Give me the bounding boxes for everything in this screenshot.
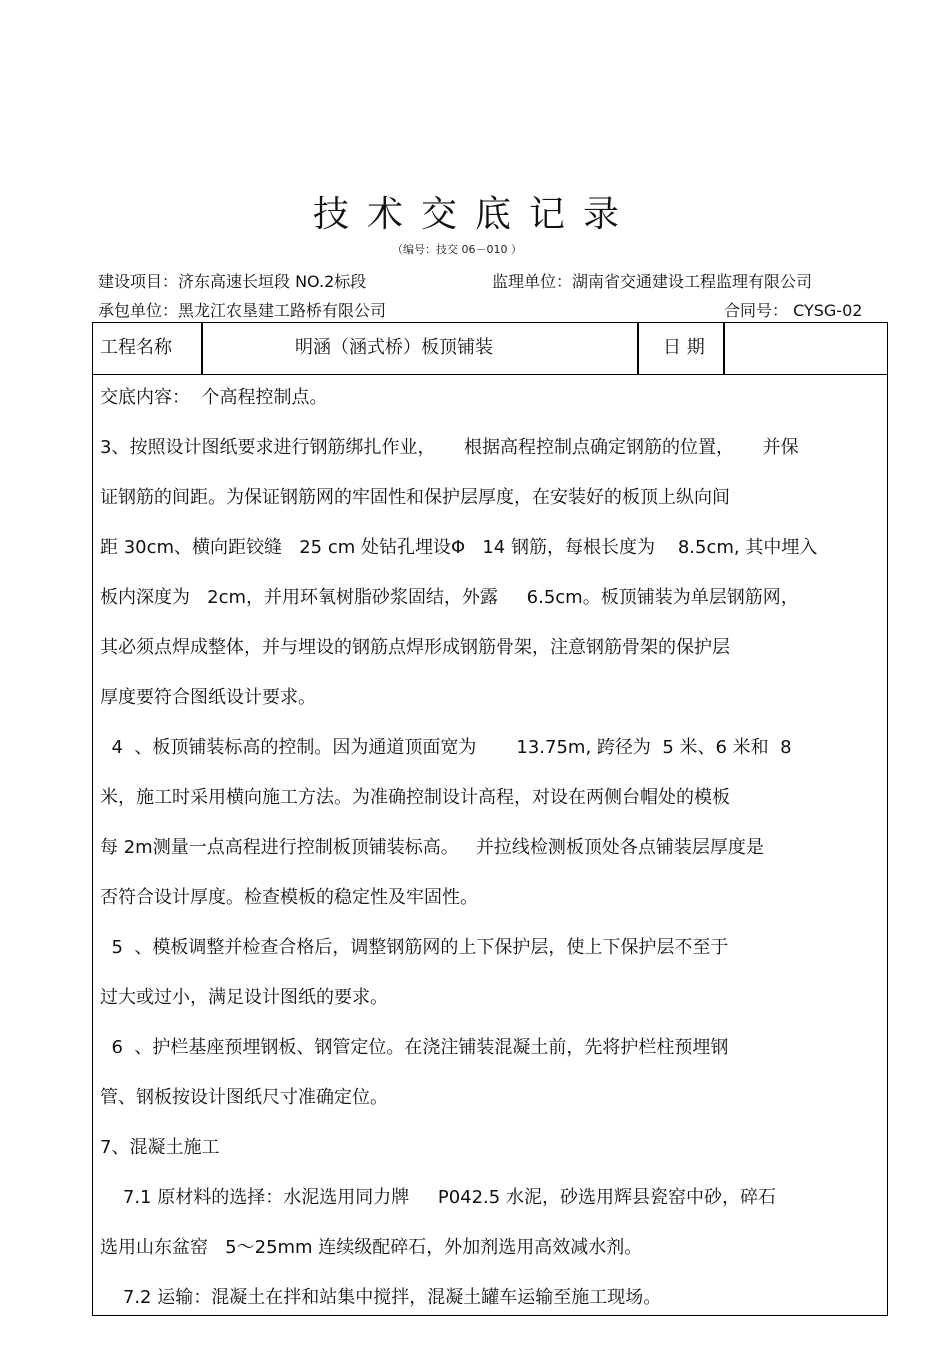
project-name-label: 工程名称 [100, 337, 172, 358]
content-line: 过大或过小，满足设计图纸的要求。 [100, 987, 388, 1008]
project-name-value: 明涵（涵式桥）板顶铺装 [295, 337, 493, 358]
content-line: 7.1 原材料的选择：水泥选用同力牌 P042.5 水泥，砂选用辉县瓷窑中砂，碎石 [100, 1187, 776, 1208]
content-line: 4 、板顶铺装标高的控制。因为通道顶面宽为 13.75m, 跨径为 5 米、6 米和 8 [100, 737, 792, 758]
document-number: （编号：技交 06－010 ） [392, 243, 522, 256]
column-divider [723, 323, 725, 374]
content-line: 每 2m测量一点高程进行控制板顶铺装标高。 并拉线检测板顶处各点铺装层厚度是 [100, 837, 764, 858]
contract-number-field: 合同号： CYSG-02 [724, 301, 863, 320]
content-line: 交底内容： 个高程控制点。 [100, 387, 328, 408]
content-line: 证钢筋的间距。为保证钢筋网的牢固性和保护层厚度，在安装好的板顶上纵向间 [100, 487, 730, 508]
column-divider [201, 323, 203, 374]
content-line: 板内深度为 2cm，并用环氧树脂砂浆固结，外露 6.5cm。板顶铺装为单层钢筋网， [100, 587, 799, 608]
content-line: 选用山东盆窑 5～25mm 连续级配碎石，外加剂选用高效减水剂。 [100, 1237, 643, 1258]
content-line: 5 、模板调整并检查合格后，调整钢筋网的上下保护层，使上下保护层不至于 [100, 937, 729, 958]
contractor-field: 承包单位：黑龙江农垦建工路桥有限公司 [98, 301, 387, 320]
column-divider [637, 323, 639, 374]
content-line: 否符合设计厚度。检查模板的稳定性及牢固性。 [100, 887, 478, 908]
content-line: 管、钢板按设计图纸尺寸准确定位。 [100, 1087, 388, 1108]
content-line: 7、混凝土施工 [100, 1137, 220, 1158]
table-header-row [93, 323, 887, 375]
project-field: 建设项目：济东高速长垣段 NO.2标段 [98, 272, 367, 291]
date-label: 日 期 [663, 337, 705, 358]
content-line: 其必须点焊成整体，并与埋设的钢筋点焊形成钢筋骨架，注意钢筋骨架的保护层 [100, 637, 730, 658]
content-line: 7.2 运输：混凝土在拌和站集中搅拌，混凝土罐车运输至施工现场。 [100, 1287, 662, 1308]
content-line: 6 、护栏基座预埋钢板、钢管定位。在浇注铺装混凝土前，先将护栏柱预埋钢 [100, 1037, 729, 1058]
record-table [92, 322, 888, 1316]
content-line: 距 30cm、横向距铰缝 25 cm 处钻孔埋设Φ 14 钢筋，每根长度为 8.5cm, 其中埋入 [100, 537, 818, 558]
content-line: 3、按照设计图纸要求进行钢筋绑扎作业， 根据高程控制点确定钢筋的位置， 并保 [100, 437, 799, 458]
document-title: 技术交底记录 [312, 194, 637, 235]
content-line: 厚度要符合图纸设计要求。 [100, 687, 316, 708]
supervisor-field: 监理单位：湖南省交通建设工程监理有限公司 [492, 272, 813, 291]
content-line: 米，施工时采用横向施工方法。为准确控制设计高程，对设在两侧台帽处的模板 [100, 787, 730, 808]
